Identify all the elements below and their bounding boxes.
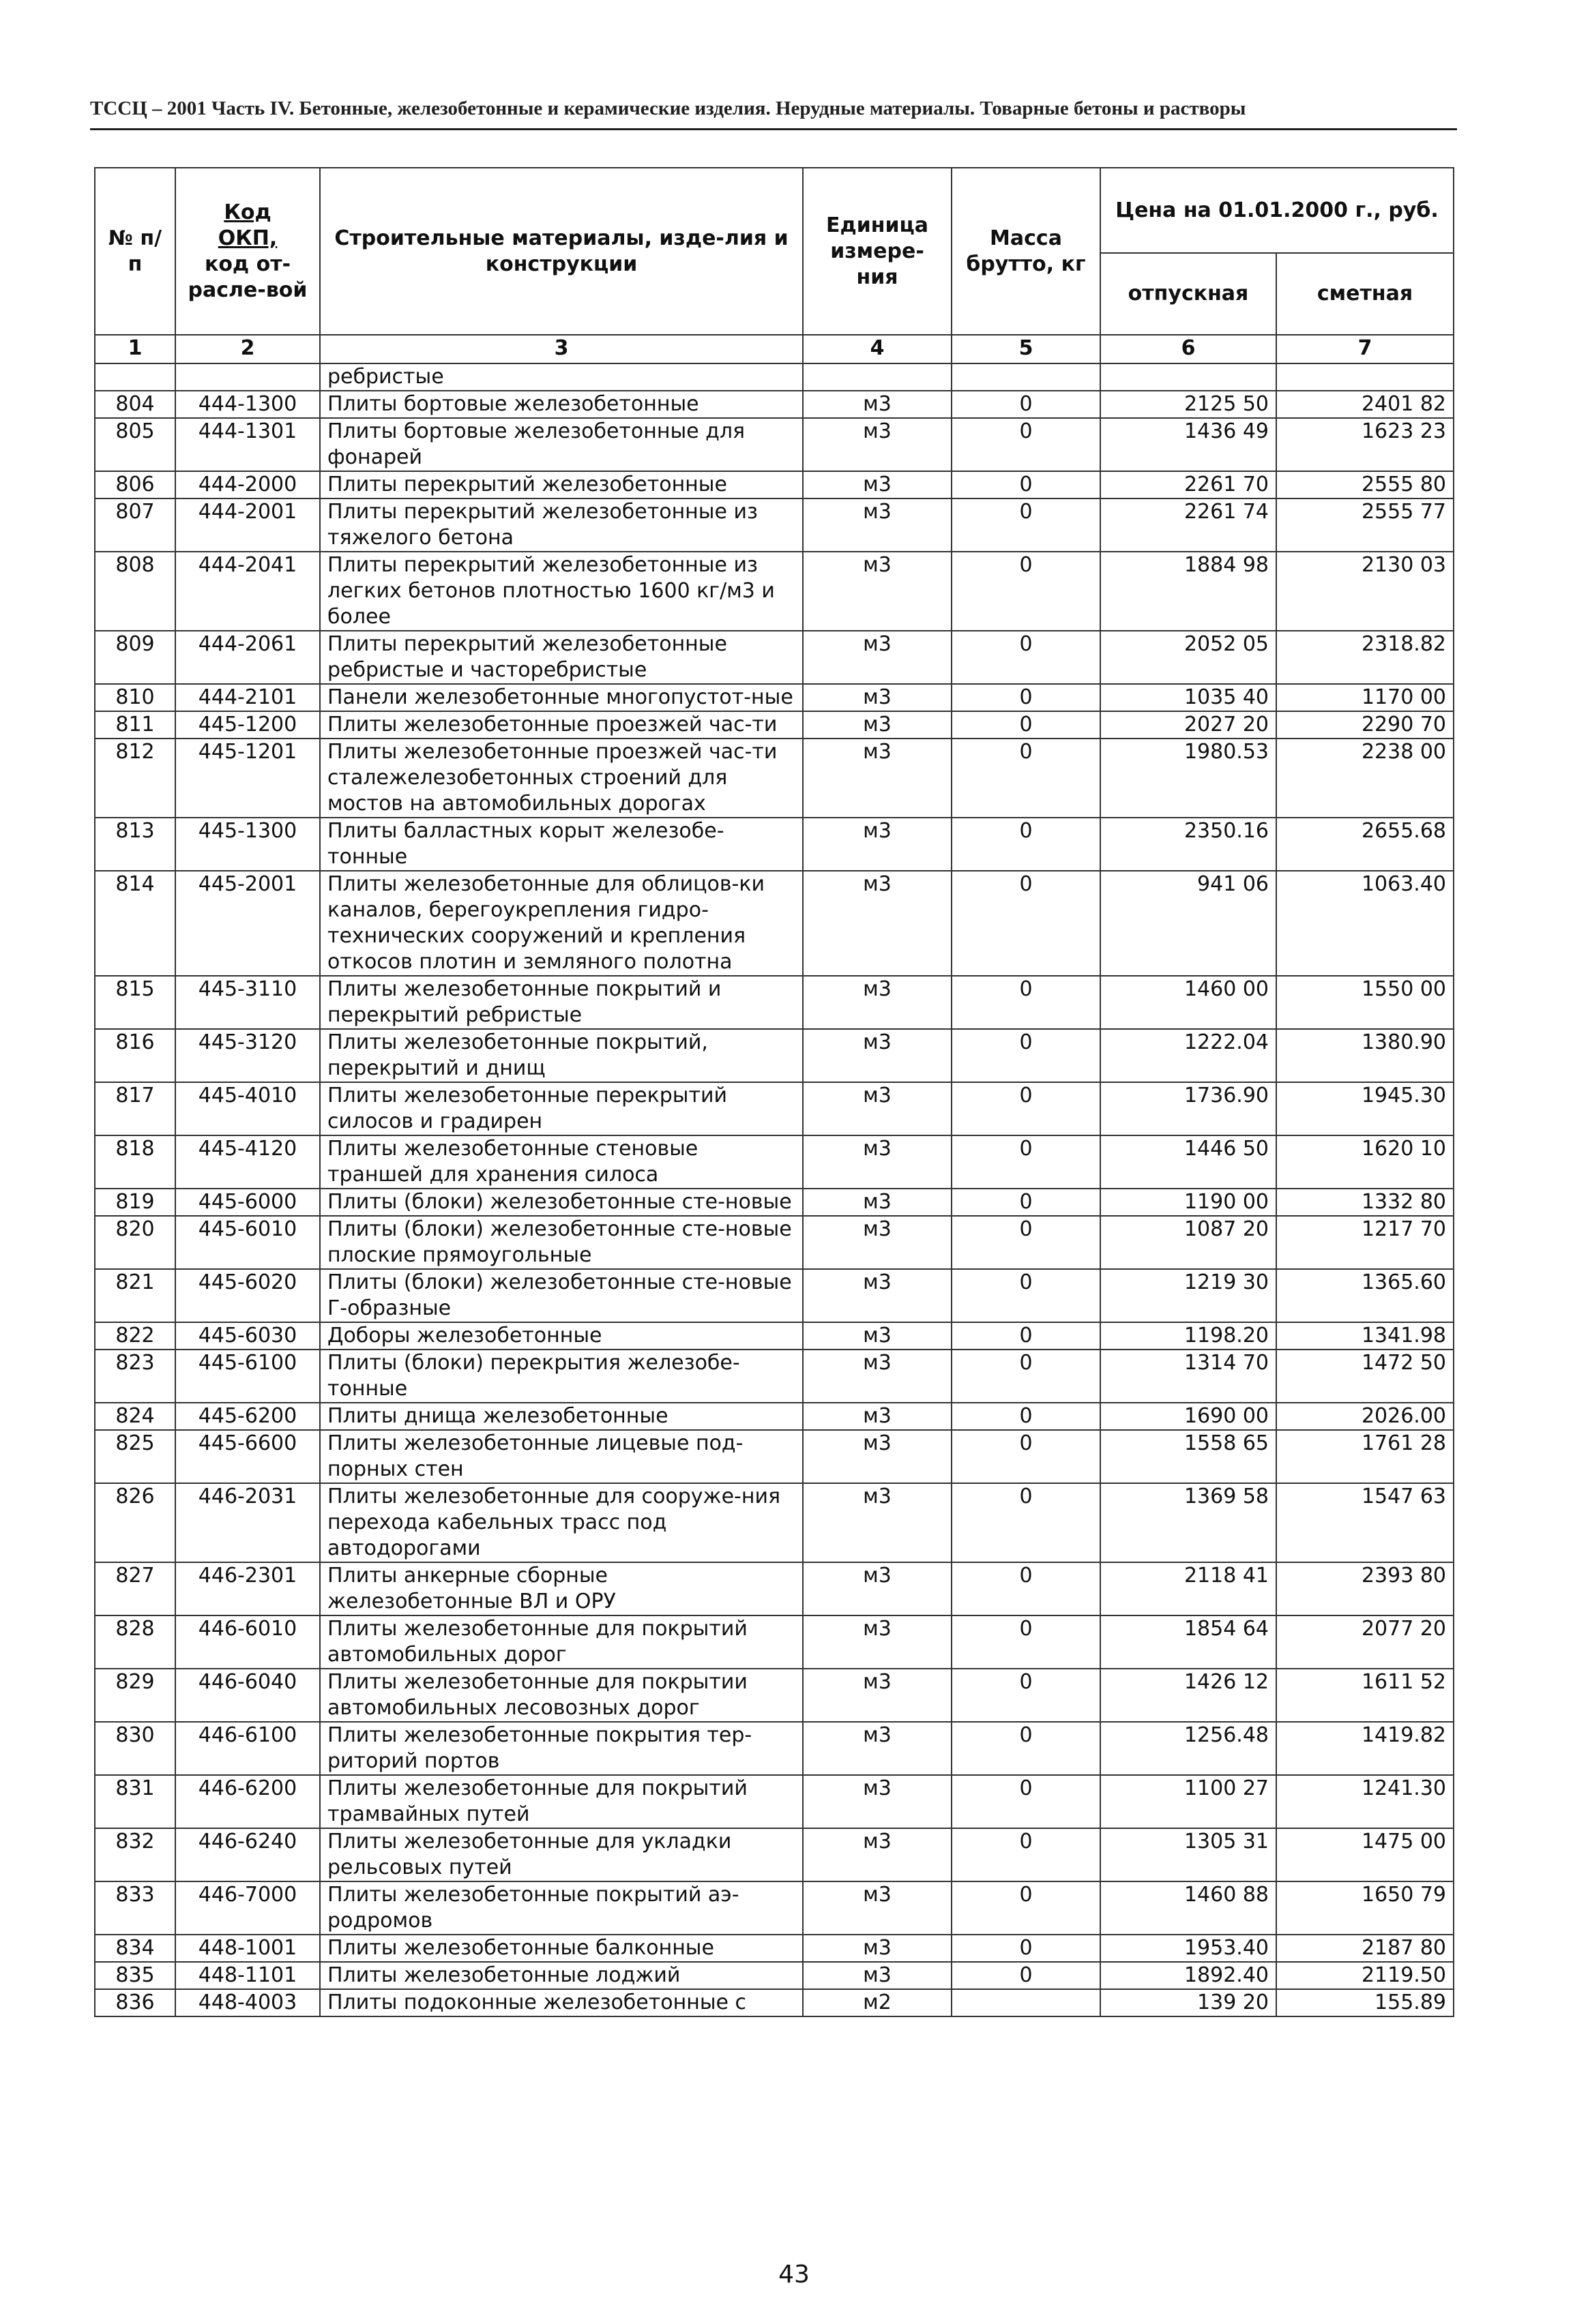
table-row [95,976,1454,1029]
table-row [95,1269,1454,1322]
table-row [95,739,1454,818]
cell-unit: м3 [803,1430,952,1483]
cell-n: 807 [95,498,175,552]
cell-name: Плиты железобетонные стеновые траншей для хранения силоса [320,1135,803,1189]
table-row [95,1615,1454,1669]
cell-mass: 0 [952,976,1100,1029]
cell-code: 446-6010 [175,1615,320,1669]
cell-name: Плиты железобетонные для покрытий автомобильных дорог [320,1615,803,1669]
cell-mass: 0 [952,711,1100,739]
cell-rel: 139 20 [1100,1989,1276,2016]
table-row [95,1775,1454,1828]
cell-rel: 1087 20 [1100,1216,1276,1269]
cell-unit: м3 [803,1322,952,1350]
cell-unit: м3 [803,1029,952,1082]
cell-mass: 0 [952,1483,1100,1562]
cell-code: 444-2041 [175,552,320,631]
cell-n: 836 [95,1989,175,2016]
cell-code: 445-3120 [175,1029,320,1082]
cell-name: Плиты (блоки) перекрытия железобе-тонные [320,1350,803,1403]
cell-est: 1365.60 [1276,1269,1454,1322]
cell-mass: 0 [952,739,1100,818]
cell-rel: 1190 00 [1100,1189,1276,1216]
header-code [175,168,320,335]
cell-name: Панели железобетонные многопустот-ные [320,684,803,711]
cell-est: 1623 23 [1276,418,1454,471]
cell-rel: 1100 27 [1100,1775,1276,1828]
cell-name: Плиты днища железобетонные [320,1403,803,1430]
cell-est: 1472 50 [1276,1350,1454,1403]
cell-code: 444-2101 [175,684,320,711]
cell-mass: 0 [952,391,1100,418]
cell-mass: 0 [952,1562,1100,1615]
cell-n: 832 [95,1828,175,1881]
cell-rel: 1426 12 [1100,1669,1276,1722]
cell-name: Плиты перекрытий железобетонные [320,471,803,498]
cell-name: Плиты железобетонные для укладки рельсовых путей [320,1828,803,1881]
cell-name: Плиты железобетонные лоджий [320,1962,803,1989]
cell-n: 816 [95,1029,175,1082]
cell-mass: 0 [952,1269,1100,1322]
cell-name: Плиты железобетонные покрытий, перекрытий и днищ [320,1029,803,1082]
cell-code: 448-4003 [175,1989,320,2016]
cell-rel: 941 06 [1100,871,1276,976]
cell-unit: м3 [803,1269,952,1322]
table-row [95,818,1454,871]
cell-code: 445-6100 [175,1350,320,1403]
cell-n: 833 [95,1881,175,1935]
cell-est: 2401 82 [1276,391,1454,418]
cell-est: 1945.30 [1276,1082,1454,1135]
header-code-line1: Код [224,200,271,224]
cell-rel: 2261 74 [1100,498,1276,552]
cell-rel: 1314 70 [1100,1350,1276,1403]
cell-est: 2187 80 [1276,1935,1454,1962]
cell-n: 805 [95,418,175,471]
table-row [95,1189,1454,1216]
table-row [95,1135,1454,1189]
cell-code: 444-2001 [175,498,320,552]
table-row [95,711,1454,739]
cell-est: 155.89 [1276,1989,1454,2016]
cell-mass: 0 [952,418,1100,471]
cell-n: 828 [95,1615,175,1669]
page-number: 43 [778,2261,810,2289]
cell-mass: 0 [952,1322,1100,1350]
cell-mass: 0 [952,1135,1100,1189]
cell-n: 831 [95,1775,175,1828]
cell-mass: 0 [952,1615,1100,1669]
cell-name: Плиты бортовые железобетонные [320,391,803,418]
cell-code: 445-3110 [175,976,320,1029]
cell-est: 2393 80 [1276,1562,1454,1615]
cell-code: 446-6100 [175,1722,320,1775]
header-name: Строительные материалы, изде-лия и конструкции [320,168,803,335]
cell-n: 821 [95,1269,175,1322]
table-row [95,1350,1454,1403]
cell-est: 1341.98 [1276,1322,1454,1350]
cell-code: 444-1301 [175,418,320,471]
cell-mass [952,1989,1100,2016]
cell-name: Плиты бортовые железобетонные для фонарей [320,418,803,471]
table-row [95,418,1454,471]
cell-est: 1170 00 [1276,684,1454,711]
cell-est: 1475 00 [1276,1828,1454,1881]
column-number: 3 [320,335,803,363]
cell-rel: 1980.53 [1100,739,1276,818]
cell-mass: 0 [952,818,1100,871]
cell-name: Плиты железобетонные для сооруже-ния перехода кабельных трасс под автодорогами [320,1483,803,1562]
cell-mass: 0 [952,1881,1100,1935]
cell-code: 445-4120 [175,1135,320,1189]
table-row [95,1722,1454,1775]
cell-mass: 0 [952,1722,1100,1775]
cell-n: 822 [95,1322,175,1350]
cell-mass: 0 [952,1029,1100,1082]
cell-code: 448-1101 [175,1962,320,1989]
cell-rel: 1035 40 [1100,684,1276,711]
cell-n: 815 [95,976,175,1029]
table-row [95,684,1454,711]
cell-unit: м3 [803,1562,952,1615]
cell-mass: 0 [952,1350,1100,1403]
header-mass: Масса брутто, кг [952,168,1100,335]
cell-n: 827 [95,1562,175,1615]
cell-code: 445-6030 [175,1322,320,1350]
cell-name: Плиты железобетонные для покрытии автомобильных лесовозных дорог [320,1669,803,1722]
cell-n: 810 [95,684,175,711]
cell-est: 2290 70 [1276,711,1454,739]
cell-name: Плиты железобетонные для покрытий трамвайных путей [320,1775,803,1828]
cell-unit: м3 [803,1403,952,1430]
table-row [95,1881,1454,1935]
cell-unit: м3 [803,739,952,818]
header-code-line2: ОКП, [218,226,278,250]
cell-unit: м3 [803,1350,952,1403]
cell-name: Плиты анкерные сборные железобетонные ВЛ и ОРУ [320,1562,803,1615]
cell-code: 444-2000 [175,471,320,498]
cell-name: Плиты подоконные железобетонные с [320,1989,803,2016]
cell-unit: м3 [803,684,952,711]
cell-unit: м3 [803,1722,952,1775]
cell-code: 445-6600 [175,1430,320,1483]
table-row [95,1669,1454,1722]
table-row [95,1962,1454,1989]
cell-unit: м3 [803,1189,952,1216]
cell-code: 445-1300 [175,818,320,871]
table-row [95,1828,1454,1881]
cell-mass: 0 [952,1403,1100,1430]
cell-mass: 0 [952,1082,1100,1135]
cell-est: 1550 00 [1276,976,1454,1029]
cell-unit: м3 [803,498,952,552]
cell-unit: м3 [803,1216,952,1269]
cell-est: 2655.68 [1276,818,1454,871]
cell-rel: 1854 64 [1100,1615,1276,1669]
cell-mass: 0 [952,684,1100,711]
cell-unit: м3 [803,471,952,498]
cell-n: 824 [95,1403,175,1430]
cell-name: Плиты железобетонные лицевые под-порных стен [320,1430,803,1483]
table-row [95,631,1454,684]
cell-unit: м3 [803,391,952,418]
cell-unit: м3 [803,552,952,631]
continuation-row [95,363,1454,391]
table-header [95,168,1454,335]
column-number: 6 [1100,335,1276,363]
column-number: 4 [803,335,952,363]
header-code-line3: код от-расле-вой [188,252,308,302]
cell-code: 446-6200 [175,1775,320,1828]
cell-rel: 1219 30 [1100,1269,1276,1322]
table-row [95,1562,1454,1615]
cell-name: Плиты (блоки) железобетонные сте-новые [320,1189,803,1216]
cell-unit: м3 [803,1828,952,1881]
cell-mass: 0 [952,552,1100,631]
table-row [95,871,1454,976]
cell-n: 817 [95,1082,175,1135]
cell-code: 445-4010 [175,1082,320,1135]
cell-rel: 1198.20 [1100,1322,1276,1350]
cell-est: 2238 00 [1276,739,1454,818]
cell-est: 2077 20 [1276,1615,1454,1669]
cell-name: Плиты балластных корыт железобе-тонные [320,818,803,871]
cell-n: 809 [95,631,175,684]
cell-rel: 1690 00 [1100,1403,1276,1430]
cell-name: Плиты перекрытий железобетонные из легких бетонов плотностью 1600 кг/м3 и более [320,552,803,631]
cell-unit: м3 [803,711,952,739]
cell-name: Плиты железобетонные покрытий аэ-родромов [320,1881,803,1935]
cell-unit: м3 [803,1962,952,1989]
cell-rel: 2261 70 [1100,471,1276,498]
cell-unit: м3 [803,1881,952,1935]
cell-n: 811 [95,711,175,739]
header-estimate-price: сметная [1276,253,1454,335]
table-row [95,1322,1454,1350]
cell-n: 819 [95,1189,175,1216]
cell-est: 1547 63 [1276,1483,1454,1562]
cell-rel: 2052 05 [1100,631,1276,684]
cell-rel: 1736.90 [1100,1082,1276,1135]
table-row [95,1403,1454,1430]
cell-unit: м3 [803,871,952,976]
cell-name: Плиты (блоки) железобетонные сте-новые плоские прямоугольные [320,1216,803,1269]
cell-unit: м3 [803,418,952,471]
cell-est: 2318.82 [1276,631,1454,684]
cell-est: 1650 79 [1276,1881,1454,1935]
cell-code: 445-6000 [175,1189,320,1216]
cell-mass: 0 [952,1775,1100,1828]
cell-code: 446-2031 [175,1483,320,1562]
header-release-price: отпускная [1100,253,1276,335]
cell-n: 814 [95,871,175,976]
cell-name: Плиты железобетонные перекрытий силосов и градирен [320,1082,803,1135]
cell-est: 1241.30 [1276,1775,1454,1828]
cell-code: 445-6010 [175,1216,320,1269]
cell-name: Плиты железобетонные проезжей час-ти сталежелезобетонных строений для мостов на автомобильных дорогах [320,739,803,818]
cell-mass: 0 [952,498,1100,552]
cell-unit: м3 [803,1615,952,1669]
column-numbers-row [95,335,1454,363]
cell-code: 445-1201 [175,739,320,818]
cell-est: 1332 80 [1276,1189,1454,1216]
cell-unit: м3 [803,1082,952,1135]
cell-unit: м3 [803,1935,952,1962]
cell-code: 445-6200 [175,1403,320,1430]
cell-est: 1620 10 [1276,1135,1454,1189]
cell-unit: м3 [803,1669,952,1722]
cell-n: 818 [95,1135,175,1189]
cell-n: 826 [95,1483,175,1562]
cell-est: 2119.50 [1276,1962,1454,1989]
table-row [95,1935,1454,1962]
cell-rel: 1558 65 [1100,1430,1276,1483]
table-row [95,1082,1454,1135]
cell-unit: м3 [803,818,952,871]
cell-est: 1063.40 [1276,871,1454,976]
column-number: 5 [952,335,1100,363]
cell-n: 813 [95,818,175,871]
cell-n: 804 [95,391,175,418]
cell-unit: м3 [803,1135,952,1189]
table-row [95,1989,1454,2016]
cell-mass: 0 [952,1430,1100,1483]
cell-name: Плиты железобетонные покрытия тер-риторий портов [320,1722,803,1775]
cell-n: 808 [95,552,175,631]
cell-est: 1611 52 [1276,1669,1454,1722]
cell-n: 812 [95,739,175,818]
cell-est: 1761 28 [1276,1430,1454,1483]
cell-n: 820 [95,1216,175,1269]
price-table [94,167,1454,2017]
cell-name: Плиты железобетонные для облицов-ки каналов, берегоукрепления гидро-технических сооружений и крепления откосов плотин и земляного полотна [320,871,803,976]
cell-est: 2555 80 [1276,471,1454,498]
cell-n: 806 [95,471,175,498]
cell-est: 2130 03 [1276,552,1454,631]
cell-unit: м3 [803,976,952,1029]
cell-n: 823 [95,1350,175,1403]
cell-code: 445-1200 [175,711,320,739]
cell-name: Доборы железобетонные [320,1322,803,1350]
cell-name: Плиты железобетонные покрытий и перекрытий ребристые [320,976,803,1029]
cell-rel: 1460 00 [1100,976,1276,1029]
cell-rel: 1256.48 [1100,1722,1276,1775]
cell-unit: м3 [803,1483,952,1562]
cell-rel: 1892.40 [1100,1962,1276,1989]
cell-rel: 1436 49 [1100,418,1276,471]
header-rule [90,128,1457,130]
cell-rel: 1884 98 [1100,552,1276,631]
cell-rel: 2118 41 [1100,1562,1276,1615]
cell-rel: 2027 20 [1100,711,1276,739]
cell-n: 834 [95,1935,175,1962]
cell-mass: 0 [952,471,1100,498]
header-unit: Единица измере-ния [803,168,952,335]
cell-est: 1380.90 [1276,1029,1454,1082]
table-row [95,471,1454,498]
table-row [95,1029,1454,1082]
continuation-text: ребристые [320,363,803,391]
table-row [95,1430,1454,1483]
cell-code: 446-7000 [175,1881,320,1935]
cell-rel: 1953.40 [1100,1935,1276,1962]
cell-name: Плиты (блоки) железобетонные сте-новые Г-образные [320,1269,803,1322]
running-header: ТССЦ – 2001 Часть IV. Бетонные, железобетонные и керамические изделия. Нерудные материалы. Товарные бетоны и растворы [90,98,1246,119]
table-row [95,391,1454,418]
cell-rel: 1369 58 [1100,1483,1276,1562]
cell-mass: 0 [952,1216,1100,1269]
table-row [95,552,1454,631]
table-row [95,498,1454,552]
cell-rel: 1460 88 [1100,1881,1276,1935]
cell-mass: 0 [952,1962,1100,1989]
cell-code: 446-2301 [175,1562,320,1615]
cell-rel: 1446 50 [1100,1135,1276,1189]
table-row [95,1483,1454,1562]
cell-n: 830 [95,1722,175,1775]
cell-code: 446-6240 [175,1828,320,1881]
cell-mass: 0 [952,1935,1100,1962]
cell-code: 444-1300 [175,391,320,418]
cell-n: 825 [95,1430,175,1483]
cell-name: Плиты перекрытий железобетонные из тяжелого бетона [320,498,803,552]
cell-name: Плиты перекрытий железобетонные ребристые и часторебристые [320,631,803,684]
cell-est: 1217 70 [1276,1216,1454,1269]
cell-code: 445-2001 [175,871,320,976]
header-num: № п/п [95,168,175,335]
cell-code: 446-6040 [175,1669,320,1722]
cell-name: Плиты железобетонные балконные [320,1935,803,1962]
cell-unit: м3 [803,631,952,684]
cell-rel: 2125 50 [1100,391,1276,418]
cell-est: 1419.82 [1276,1722,1454,1775]
cell-code: 448-1001 [175,1935,320,1962]
cell-mass: 0 [952,1189,1100,1216]
cell-name: Плиты железобетонные проезжей час-ти [320,711,803,739]
cell-n: 829 [95,1669,175,1722]
cell-rel: 1222.04 [1100,1029,1276,1082]
column-number: 2 [175,335,320,363]
cell-est: 2555 77 [1276,498,1454,552]
column-number: 1 [95,335,175,363]
cell-rel: 2350.16 [1100,818,1276,871]
cell-mass: 0 [952,1828,1100,1881]
cell-mass: 0 [952,1669,1100,1722]
cell-unit: м3 [803,1775,952,1828]
cell-n: 835 [95,1962,175,1989]
cell-code: 444-2061 [175,631,320,684]
column-number: 7 [1276,335,1454,363]
cell-est: 2026.00 [1276,1403,1454,1430]
cell-mass: 0 [952,631,1100,684]
cell-rel: 1305 31 [1100,1828,1276,1881]
table-body [95,335,1454,2016]
cell-mass: 0 [952,871,1100,976]
header-price: Цена на 01.01.2000 г., руб. [1100,168,1454,253]
table-row [95,1216,1454,1269]
cell-unit: м2 [803,1989,952,2016]
cell-code: 445-6020 [175,1269,320,1322]
